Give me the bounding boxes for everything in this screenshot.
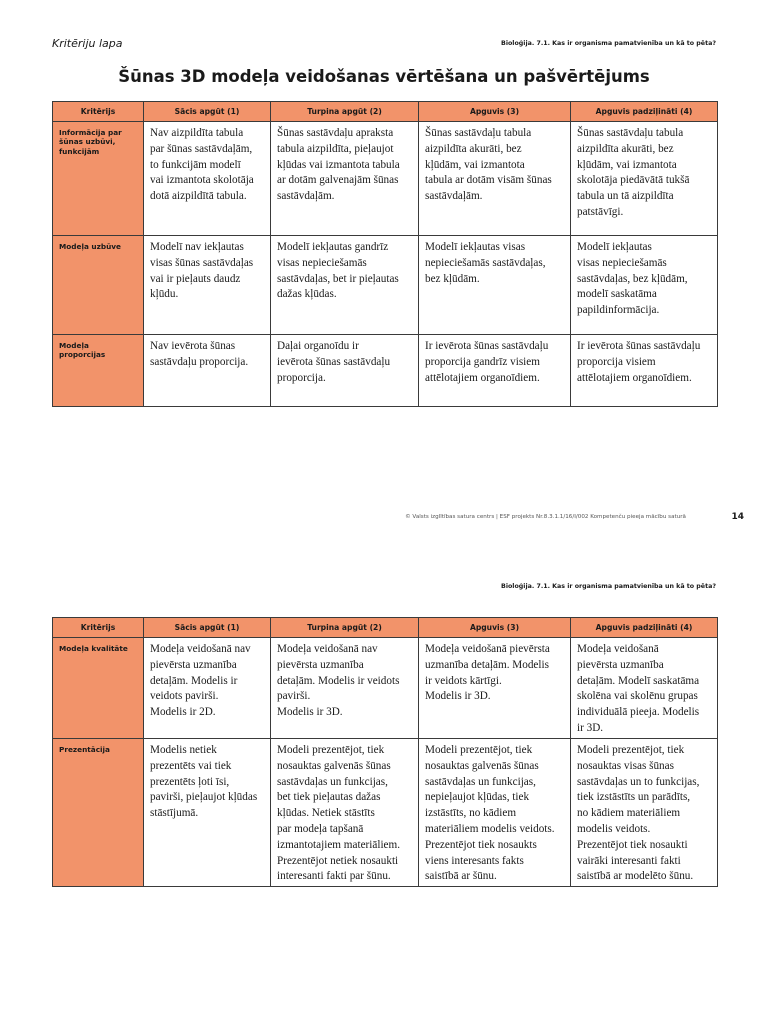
rubric-cell: Modelī iekļautas gandrīz visas nepieciešamās sastāvdaļas, bet ir pieļautas dažas kļūdas. <box>271 236 419 335</box>
criterion-cell: Modeļa kvalitāte <box>53 638 144 739</box>
table-row <box>53 739 718 887</box>
rubric-cell: Modeli prezentējot, tiek nosauktas visas šūnas sastāvdaļas un to funkcijas, tiek izstāstīts un parādīts, no kādiem materiāliem modelis veidots. Prezentējot tiek nosaukti vairāki interesanti fakti saistībā ar modelēto šūnu. <box>571 739 718 887</box>
rubric-cell: Modeļa veidošanā nav pievērsta uzmanība detaļām. Modelis ir veidots pavirši. Modelis ir 3D. <box>271 638 419 739</box>
rubric-cell: Modeli prezentējot, tiek nosauktas galvenās šūnas sastāvdaļas un funkcijas, nepieļaujot kļūdas, tiek izstāstīts, no kādiem materiāliem modelis veidots. Prezentējot tiek nosaukts viens interesants fakts saistībā ar šūnu. <box>419 739 571 887</box>
header-topic: Bioloģija. 7.1. Kas ir organisma pamatvienība un kā to pēta? <box>501 40 716 47</box>
table-header-row <box>53 102 718 122</box>
document-title: Šūnas 3D modeļa veidošanas vērtēšana un pašvērtējums <box>118 67 650 86</box>
page-number: 14 <box>731 512 744 522</box>
criterion-cell: Modeļa uzbūve <box>53 236 144 335</box>
rubric-cell: Nav ievērota šūnas sastāvdaļu proporcija. <box>144 335 271 407</box>
rubric-cell: Šūnas sastāvdaļu tabula aizpildīta akurāti, bez kļūdām, vai izmantota skolotāja piedāvātā tukšā tabula un tā aizpildīta patstāvīgi. <box>571 122 718 236</box>
rubric-cell: Modeļa veidošanā nav pievērsta uzmanība detaļām. Modelis ir veidots pavirši. Modelis ir 2D. <box>144 638 271 739</box>
column-header-level-1: Sācis apgūt (1) <box>144 618 271 638</box>
rubric-cell: Modeli prezentējot, tiek nosauktas galvenās šūnas sastāvdaļas un funkcijas, bet tiek pieļautas dažas kļūdas. Netiek stāstīts par modeļa tapšanā izmantotajiem materiāliem. Prezentējot netiek nosaukti interesanti fakti par šūnu. <box>271 739 419 887</box>
rubric-cell: Nav aizpildīta tabula par šūnas sastāvdaļām, to funkcijām modelī vai izmantota skolotāja dotā aizpildītā tabula. <box>144 122 271 236</box>
rubric-table-1 <box>52 101 718 407</box>
rubric-cell: Modelī nav iekļautas visas šūnas sastāvdaļas vai ir pieļauts daudz kļūdu. <box>144 236 271 335</box>
rubric-cell: Šūnas sastāvdaļu tabula aizpildīta akurāti, bez kļūdām, vai izmantota tabula ar dotām visām šūnas sastāvdaļām. <box>419 122 571 236</box>
column-header-criterion: Kritērijs <box>53 102 144 122</box>
rubric-cell: Modeļa veidošanā pievērsta uzmanība detaļām. Modelī saskatāma skolēna vai skolēnu grupas individuālā pieeja. Modelis ir 3D. <box>571 638 718 739</box>
column-header-level-1: Sācis apgūt (1) <box>144 102 271 122</box>
criterion-cell: Prezentācija <box>53 739 144 887</box>
column-header-level-2: Turpina apgūt (2) <box>271 618 419 638</box>
rubric-cell: Modelis netiek prezentēts vai tiek prezentēts ļoti īsi, pavirši, pieļaujot kļūdas stāstījumā. <box>144 739 271 887</box>
rubric-cell: Daļai organoīdu ir ievērota šūnas sastāvdaļu proporcija. <box>271 335 419 407</box>
column-header-level-3: Apguvis (3) <box>419 618 571 638</box>
footer-copyright: © Valsts izglītības satura centrs | ESF projekts Nr.8.3.1.1/16/I/002 Kompetenču pieeja mācību saturā <box>405 514 686 520</box>
header-topic: Bioloģija. 7.1. Kas ir organisma pamatvienība un kā to pēta? <box>501 583 716 590</box>
column-header-criterion: Kritērijs <box>53 618 144 638</box>
column-header-level-4: Apguvis padziļināti (4) <box>571 618 718 638</box>
table-row <box>53 236 718 335</box>
table-row <box>53 335 718 407</box>
rubric-cell: Ir ievērota šūnas sastāvdaļu proporcija visiem attēlotajiem organoīdiem. <box>571 335 718 407</box>
criterion-cell: Informācija par šūnas uzbūvi, funkcijām <box>53 122 144 236</box>
column-header-level-4: Apguvis padziļināti (4) <box>571 102 718 122</box>
column-header-level-2: Turpina apgūt (2) <box>271 102 419 122</box>
rubric-cell: Modeļa veidošanā pievērsta uzmanība detaļām. Modelis ir veidots kārtīgi. Modelis ir 3D. <box>419 638 571 739</box>
table-row <box>53 638 718 739</box>
rubric-cell: Šūnas sastāvdaļu apraksta tabula aizpildīta, pieļaujot kļūdas vai izmantota tabula ar dotām galvenajām šūnas sastāvdaļām. <box>271 122 419 236</box>
column-header-level-3: Apguvis (3) <box>419 102 571 122</box>
rubric-cell: Modelī iekļautas visas nepieciešamās sastāvdaļas, bez kļūdām. <box>419 236 571 335</box>
rubric-table-2 <box>52 617 718 887</box>
page-label: Kritēriju lapa <box>52 37 123 50</box>
table-row <box>53 122 718 236</box>
rubric-cell: Modelī iekļautas visas nepieciešamās sastāvdaļas, bez kļūdām, modelī saskatāma papildinformācija. <box>571 236 718 335</box>
criterion-cell: Modeļa proporcijas <box>53 335 144 407</box>
table-header-row <box>53 618 718 638</box>
rubric-cell: Ir ievērota šūnas sastāvdaļu proporcija gandrīz visiem attēlotajiem organoīdiem. <box>419 335 571 407</box>
